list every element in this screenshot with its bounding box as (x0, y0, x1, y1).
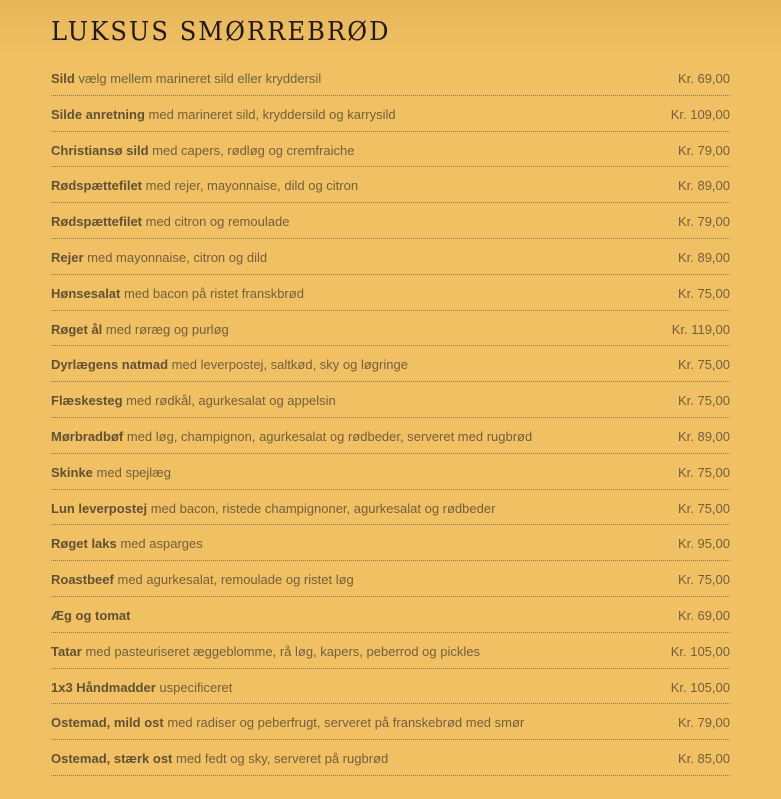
menu-item-row (51, 96, 730, 132)
menu-item-price: Kr. 75,00 (677, 500, 730, 516)
menu-item-description: med rejer, mayonnaise, dild og citron (145, 178, 359, 194)
menu-item-row (51, 275, 730, 311)
menu-item-price: Kr. 69,00 (677, 71, 730, 86)
menu-item-price: Kr. 79,00 (677, 142, 730, 158)
menu-item-description: med bacon på ristet franskbrød (124, 285, 304, 301)
menu-item-row (51, 454, 730, 490)
menu-item-name: Rødspættefilet (51, 214, 142, 230)
menu-item-description: med fedt og sky, serveret på rugbrød (176, 751, 389, 767)
menu-item-name: Ostemad, stærk ost (51, 751, 173, 767)
menu-item-price: Kr. 69,00 (677, 607, 730, 623)
menu-item-row (51, 60, 730, 96)
menu-item-price: Kr. 95,00 (677, 536, 730, 552)
menu-item-name: Dyrlægens natmad (51, 357, 169, 373)
menu-item-text (51, 501, 495, 516)
menu-item-price: Kr. 109,00 (670, 106, 730, 122)
menu-item-row (51, 597, 730, 633)
menu-item-name: Hønsesalat (51, 285, 121, 301)
menu-item-row (51, 132, 730, 168)
menu-item-row (51, 704, 730, 740)
menu-item-text (51, 107, 396, 122)
menu-item-description: med leverpostej, saltkød, sky og løgringe (171, 357, 408, 373)
menu-item-name: Røget ål (51, 321, 103, 337)
menu-item-price: Kr. 89,00 (677, 249, 730, 265)
menu-item-row (51, 633, 730, 669)
menu-item-price: Kr. 89,00 (677, 178, 730, 194)
menu-item-name: 1x3 Håndmadder (51, 679, 156, 695)
menu-item-price: Kr. 75,00 (677, 464, 730, 480)
menu-item-text (51, 214, 289, 229)
menu-item-row (51, 382, 730, 418)
menu-item-description: med capers, rødløg og cremfraiche (152, 142, 355, 158)
menu-item-name: Ostemad, mild ost (51, 715, 164, 731)
menu-item-name: Æg og tomat (51, 607, 131, 623)
menu-item-description: med pasteuriseret æggeblomme, rå løg, kapers, peberrod og pickles (85, 643, 480, 659)
menu-item-text (51, 71, 321, 86)
menu-item-text (51, 608, 130, 623)
menu-item-text (51, 178, 358, 193)
menu-item-text (51, 572, 354, 587)
menu-item-price: Kr. 85,00 (677, 751, 730, 767)
menu-item-text (51, 465, 171, 480)
menu-item-description: uspecificeret (159, 679, 233, 695)
menu-item-text (51, 143, 354, 158)
menu-item-price: Kr. 79,00 (677, 214, 730, 230)
menu-item-row (51, 239, 730, 275)
menu-item-row (51, 740, 730, 776)
menu-item-text (51, 322, 229, 337)
menu-item-name: Sild (51, 71, 75, 86)
menu-item-name: Rejer (51, 249, 84, 265)
menu-item-description: med agurkesalat, remoulade og ristet løg (117, 572, 354, 588)
menu-item-price: Kr. 75,00 (677, 285, 730, 301)
menu-item-row (51, 167, 730, 203)
menu-item-description: med citron og remoulade (145, 214, 290, 230)
menu-item-text (51, 393, 336, 408)
menu-item-name: Røget laks (51, 536, 117, 552)
menu-item-name: Mørbradbøf (51, 428, 124, 444)
menu-item-name: Roastbeef (51, 572, 114, 588)
menu-item-price: Kr. 79,00 (677, 715, 730, 731)
menu-item-description: med asparges (120, 536, 203, 552)
menu-item-description: med spejlæg (96, 464, 171, 480)
menu-item-row (51, 418, 730, 454)
menu-item-description: med radiser og peberfrugt, serveret på franskebrød med smør (167, 715, 525, 731)
menu-item-row (51, 490, 730, 526)
menu-item-price: Kr. 75,00 (677, 572, 730, 588)
menu-item-row (51, 346, 730, 382)
menu-item-price: Kr. 105,00 (670, 679, 730, 695)
menu-item-text (51, 357, 408, 372)
menu-item-description: med rødkål, agurkesalat og appelsin (126, 393, 336, 409)
menu-item-text (51, 680, 232, 695)
section-title: LUKSUS SMØRREBRØD (51, 17, 391, 47)
menu-item-text (51, 644, 480, 659)
menu-item-description: med løg, champignon, agurkesalat og rødbeder, serveret med rugbrød (126, 428, 533, 444)
menu-item-row (51, 561, 730, 597)
menu-item-text (51, 250, 267, 265)
menu-item-text (51, 536, 203, 551)
menu-item-name: Rødspættefilet (51, 178, 142, 194)
menu-item-description: med røræg og purløg (105, 321, 229, 337)
menu-item-price: Kr. 75,00 (677, 357, 730, 373)
menu-item-name: Christiansø sild (51, 142, 149, 158)
menu-item-price: Kr. 105,00 (670, 643, 730, 659)
menu-item-description: med bacon, ristede champignoner, agurkesalat og rødbeder (150, 500, 496, 516)
menu-item-description: vælg mellem marineret sild eller kryddersil (78, 71, 322, 86)
menu-item-name: Skinke (51, 464, 93, 480)
menu-item-text (51, 751, 388, 766)
menu-item-name: Silde anretning (51, 106, 145, 122)
menu-item-price: Kr. 119,00 (671, 321, 730, 337)
menu-item-description: med marineret sild, kryddersild og karrysild (148, 106, 396, 122)
menu-item-row (51, 203, 730, 239)
menu-item-text (51, 286, 304, 301)
menu-list (51, 60, 730, 776)
menu-item-name: Flæskesteg (51, 393, 123, 409)
menu-item-price: Kr. 89,00 (677, 428, 730, 444)
menu-item-text (51, 715, 524, 730)
menu-item-text (51, 429, 532, 444)
menu-item-name: Tatar (51, 643, 82, 659)
menu-item-row (51, 525, 730, 561)
menu-item-row (51, 669, 730, 705)
menu-item-price: Kr. 75,00 (677, 393, 730, 409)
menu-item-name: Lun leverpostej (51, 500, 148, 516)
menu-item-description: med mayonnaise, citron og dild (87, 249, 268, 265)
menu-item-row (51, 311, 730, 347)
